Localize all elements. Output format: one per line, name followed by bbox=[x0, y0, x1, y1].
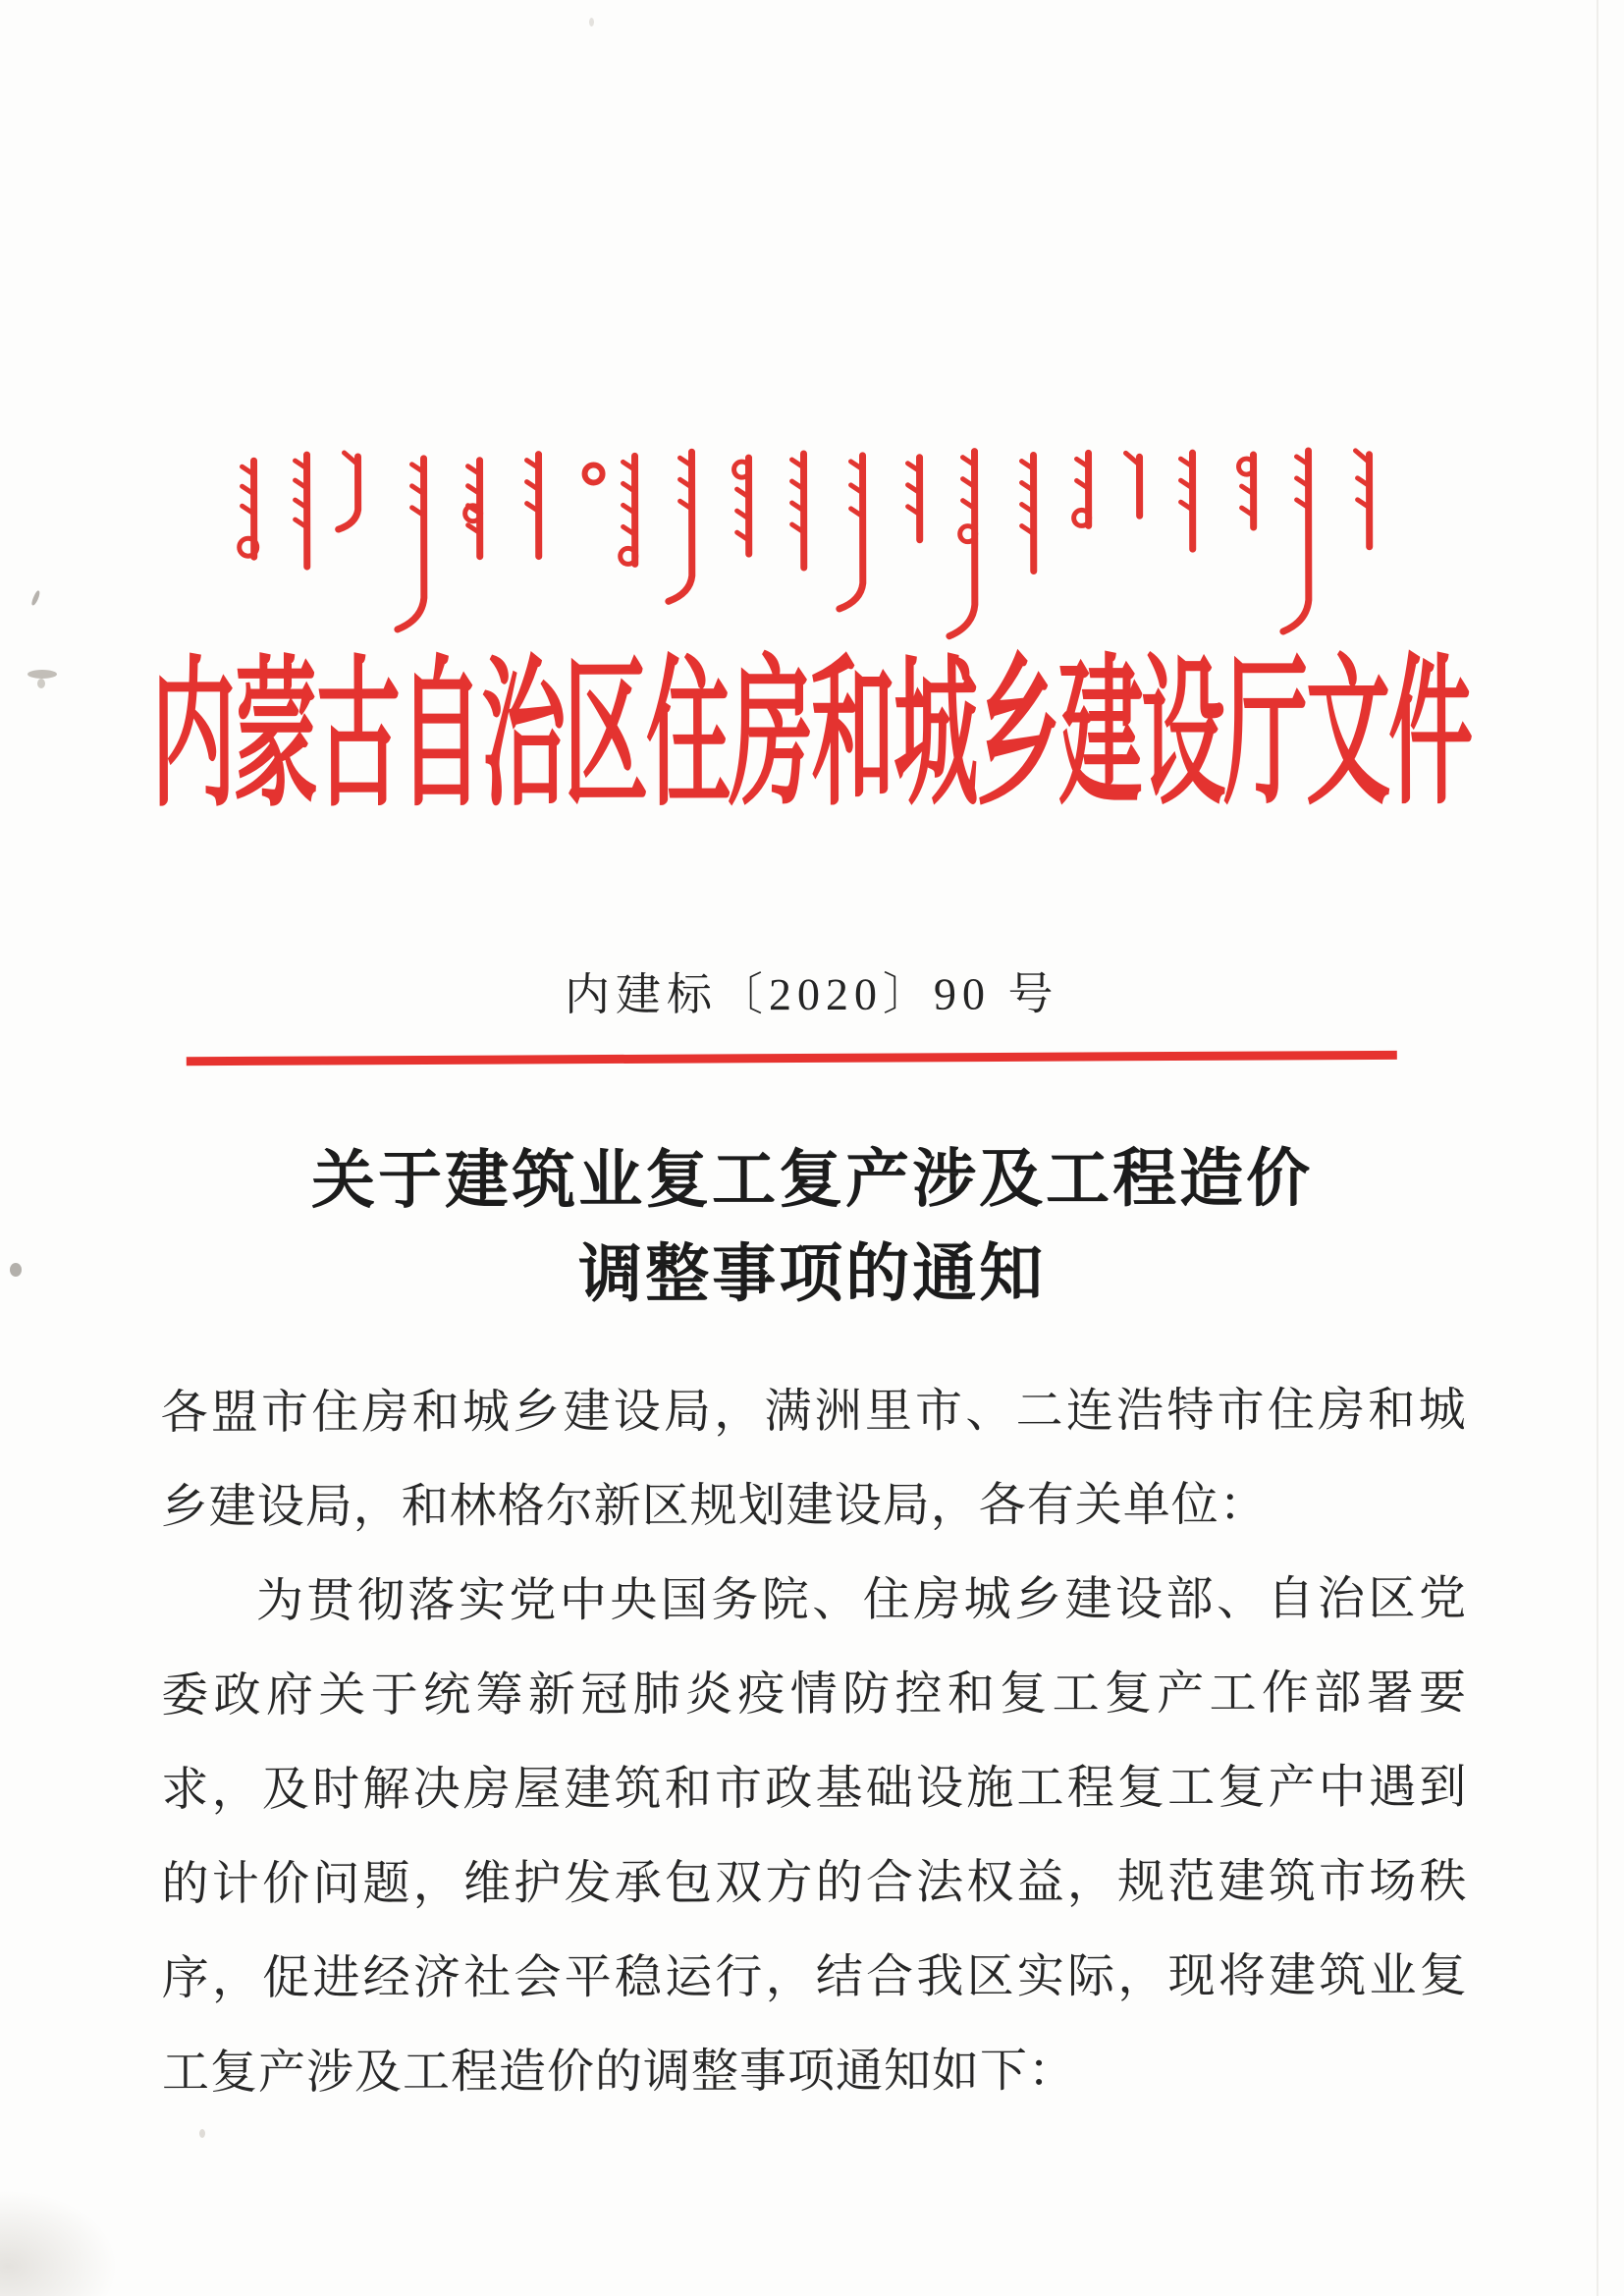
body-line: 委政府关于统筹新冠肺炎疫情防控和复工复产工作部署要 bbox=[161, 1667, 1468, 1722]
notice-title-line2: 调整事项的通知 bbox=[578, 1236, 1047, 1310]
body-line: 各盟市住房和城乡建设局，满洲里市、二连浩特市住房和城 bbox=[160, 1384, 1467, 1440]
body-line: 工复产涉及工程造价的调整事项通知如下： bbox=[161, 2045, 1077, 2100]
body-line: 序，促进经济社会平稳运行，结合我区实际，现将建筑业复 bbox=[161, 1949, 1468, 2005]
red-divider-rule bbox=[187, 1051, 1397, 1066]
document-number: 内建标〔2020〕90 号 bbox=[564, 968, 1059, 1020]
body-line: 求，及时解决房屋建筑和市政基础设施工程复工复产中遇到 bbox=[161, 1761, 1468, 1817]
body-line: 为贯彻落实党中央国务院、住房城乡建设部、自治区党 bbox=[255, 1572, 1468, 1628]
mongolian-script-header bbox=[222, 439, 1451, 652]
body-line: 的计价问题，维护发承包双方的合法权益，规范建筑市场秩 bbox=[161, 1855, 1468, 1911]
agency-title: 内蒙古自治区住房和城乡建设厅文件 bbox=[150, 642, 1472, 828]
notice-body bbox=[160, 1364, 1468, 2121]
body-line: 乡建设局，和林格尔新区规划建设局，各有关单位： bbox=[160, 1479, 1268, 1534]
notice-title-line1: 关于建筑业复工复产涉及工程造价 bbox=[310, 1141, 1314, 1217]
